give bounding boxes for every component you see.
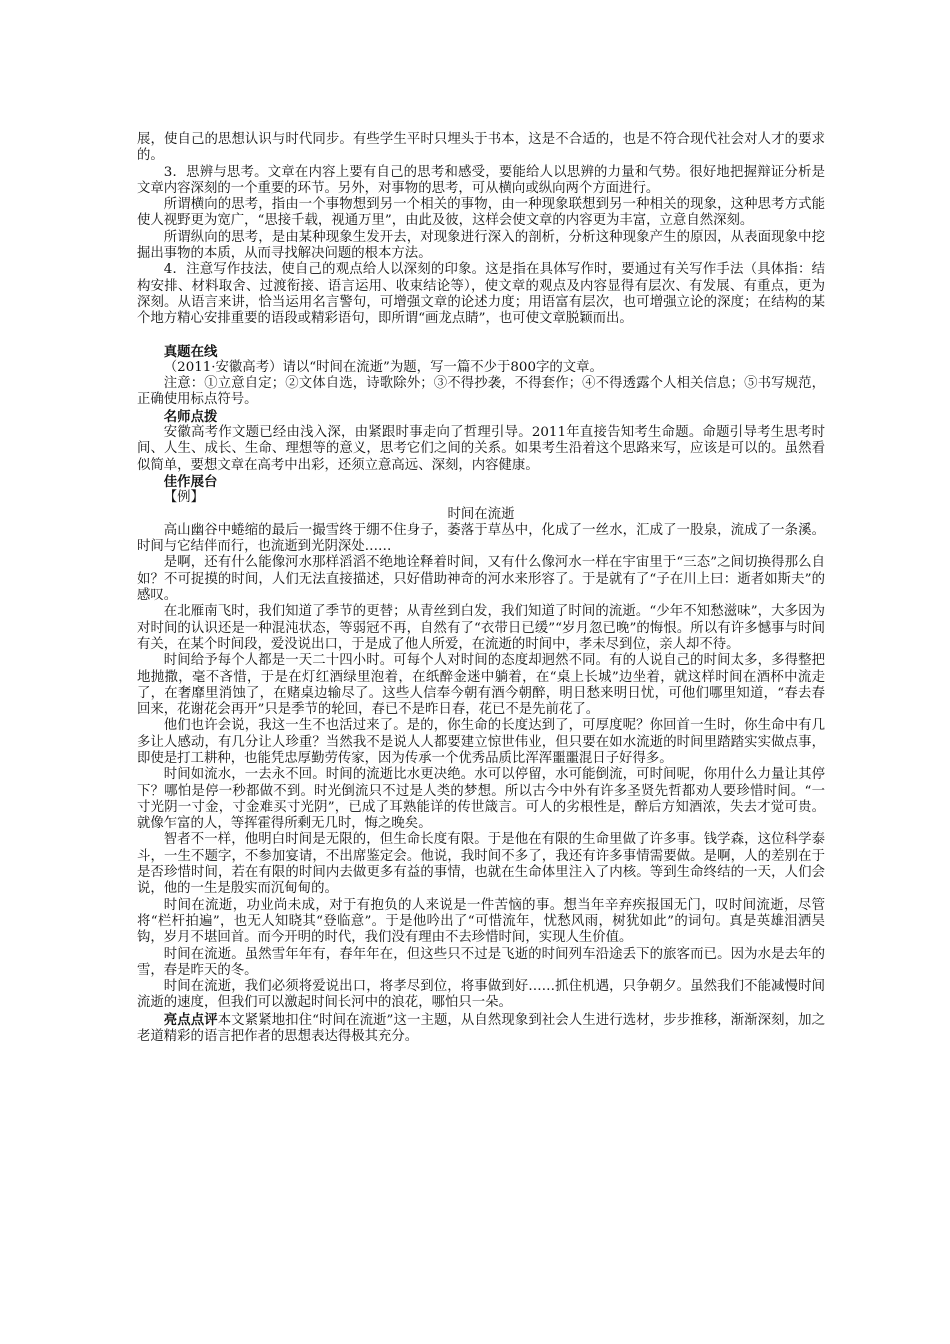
essay-paragraph: 时间在流逝，我们必须将爱说出口，将孝尽到位，将事做到好……抓住机遇，只争朝夕。虽然我们不能减慢时间流逝的速度，但我们可以激起时间长河中的浪花，哪怕只一朵。 — [137, 979, 825, 1011]
essay-title: 时间在流逝 — [447, 506, 515, 522]
essay-paragraph: 他们也许会说，我这一生不也活过来了。是的，你生命的长度达到了，可厚度呢？你回首一生时，你生命中有几多让人感动，有几分让人珍重？当然我不是说人人都要建立惊世伟业，但只要在如水流逝的时间里踏踏实实做点事，即使是打工耕种，也能凭忠厚勤劳传家，因为传承一个优秀品质比浑浑噩噩混日子好得多。 — [137, 718, 825, 766]
section-heading-zhenti: 真题在线 — [163, 343, 218, 360]
essay-paragraph: 时间如流水，一去永不回。时间的流逝比水更决绝。水可以停留，水可能倒流，可时间呢，你用什么力量让其停下？哪怕是停一秒都做不到。时光倒流只不过是人类的梦想。所以古今中外有许多圣贤先哲都劝人要珍惜时间。“一寸光阴一寸金，寸金难买寸光阴”，已成了耳熟能详的传世箴言。可人的劣根性是，醉后方知酒浓，失去才觉可贵。就像乍富的人，等挥霍得所剩无几时，悔之晚矣。 — [137, 767, 825, 832]
essay-paragraph: 在北雁南飞时，我们知道了季节的更替；从青丝到白发，我们知道了时间的流逝。“少年不知愁滋味”，大多因为对时间的认识还是一种混沌状态，等弱冠不再，自然有了“衣带日已缓”“岁月忽已晚”的悔恨。所以有许多憾事与时间有关，在某个时间段，爱没说出口，于是成了他人所爱，在流逝的时间中，孝未尽到位，亲人却不待。 — [137, 604, 825, 652]
intro-horizontal-thinking: 所谓横向的思考，指由一个事物想到另一个相关的事物，由一种现象联想到另一种相关的现象，这种思考方式能使人视野更为宽广，“思接千载，视通万里”，由此及彼，这样会使文章的内容更为丰富，立意自然深刻。 — [137, 197, 825, 229]
essay-paragraph: 智者不一样，他明白时间是无限的，但生命长度有限。于是他在有限的生命里做了许多事。钱学森，这位科学泰斗，一生不题字，不参加宴请，不出席鉴定会。他说，我时间不多了，我还有许多事情需要做。是啊，人的差别在于是否珍惜时间，若在有限的时间内去做更多有益的事情，也就在生命体里注入了内核。等到生命终结的一天，人们会说，他的一生是殷实而沉甸甸的。 — [137, 832, 825, 897]
section-heading-jiazuo: 佳作展台 — [163, 473, 218, 490]
intro-paragraph-continuation: 展，使自己的思想认识与时代同步。有些学生平时只埋头于书本，这是不合适的，也是不符合现代社会对人才的要求的。 — [137, 132, 825, 164]
teacher-comment: 安徽高考作文题已经由浅入深，由紧跟时事走向了哲理引导。2011年直接告知考生命题。命题引导考生思考时间、人生、成长、生命、理想等的意义，思考它们之间的关系。如果考生沿着这个思路来写，应该是可以的。虽然看似简单，要想文章在高考中出彩，还须立意高远、深刻，内容健康。 — [137, 425, 825, 473]
highlight-review-text: 本文紧紧地扣住“时间在流逝”这一主题，从自然现象到社会人生进行选材，步步推移，渐渐深刻，加之老道精彩的语言把作者的思想表达得极其充分。 — [137, 1012, 825, 1045]
intro-vertical-thinking: 所谓纵向的思考，是由某种现象生发开去，对现象进行深入的剖析，分析这种现象产生的原因，从表面现象中挖掘出事物的本质，从而寻找解决问题的根本方法。 — [137, 229, 825, 262]
essay-paragraph: 是啊，还有什么能像河水那样滔滔不绝地诠释着时间，又有什么像河水一样在宇宙里于“三态”之间切换得那么自如？不可捉摸的时间，人们无法直接描述，只好借助神奇的河水来形容了。于是就有了“子在川上曰：逝者如斯夫”的感叹。 — [137, 555, 825, 604]
section-heading-mingshi: 名师点拨 — [163, 408, 218, 425]
exam-notes: 注意：①立意自定；②文体自选，诗歌除外；③不得抄袭，不得套作；④不得透露个人相关信息；⑤书写规范，正确使用标点符号。 — [137, 376, 825, 408]
intro-point-3: 3．思辨与思考。文章在内容上要有自己的思考和感受，要能给人以思辨的力量和气势。很好地把握辩证分析是文章内容深刻的一个重要的环节。另外，对事物的思考，可从横向或纵向两个方面进行。 — [137, 164, 825, 196]
essay-paragraph: 时间在流逝，功业尚未成，对于有抱负的人来说是一件苦恼的事。想当年辛弃疾报国无门，叹时间流逝，尽管将“栏杆拍遍”，也无人知晓其“登临意”。于是他吟出了“可惜流年，忧愁风雨，树犹如此”的词句。真是英雄泪洒吴钩，岁月不堪回首。而今开明的时代，我们没有理由不去珍惜时间，实现人生价值。 — [137, 897, 825, 946]
essay-paragraph: 高山幽谷中蜷缩的最后一撮雪终于绷不住身子，萎落于草丛中，化成了一丝水，汇成了一股泉，流成了一条溪。时间与它结伴而行，也流逝到光阴深处…… — [137, 522, 825, 555]
essay-paragraph: 时间给予每个人都是一天二十四小时。可每个人对时间的态度却迥然不同。有的人说自己的时间太多，多得整把地抛撒，毫不吝惜，于是在灯红酒绿里泡着，在纸醉金迷中躺着，在“桌上长城”边坐着，就这样时间在酒杯中流走了，在奢靡里消蚀了，在赌桌边输尽了。这些人信奉今朝有酒今朝醉，明日愁来明日忧，可他们哪里知道，“春去春回来，花谢花会再开”只是季节的轮回，春已不是昨日春，花已不是先前花了。 — [137, 653, 825, 718]
example-label: 【例】 — [163, 490, 204, 506]
essay-paragraph: 时间在流逝。虽然雪年年有，春年年在，但这些只不过是飞逝的时间列车沿途丢下的旅客而已。因为水是去年的雪，春是昨天的冬。 — [137, 946, 825, 978]
highlight-review-label: 亮点点评 — [163, 1011, 218, 1028]
highlight-review — [137, 1012, 825, 1046]
exam-prompt: （2011·安徽高考）请以“时间在流逝”为题，写一篇不少于800字的文章。 — [163, 359, 603, 375]
document-page — [137, 132, 825, 1045]
intro-point-4: 4．注意写作技法，使自己的观点给人以深刻的印象。这是指在具体写作时，要通过有关写作手法（具体指：结构安排、材料取舍、过渡衔接、语言运用、收束结论等），使文章的观点及内容显得有层次、有发展、有重点，更为深刻。从语言来讲，恰当运用名言警句，可增强文章的论述力度；用语富有层次，也可增强立论的深度；在结构的某个地方精心安排重要的语段或精彩语句，即所谓“画龙点睛”，也可使文章脱颖而出。 — [137, 262, 825, 327]
